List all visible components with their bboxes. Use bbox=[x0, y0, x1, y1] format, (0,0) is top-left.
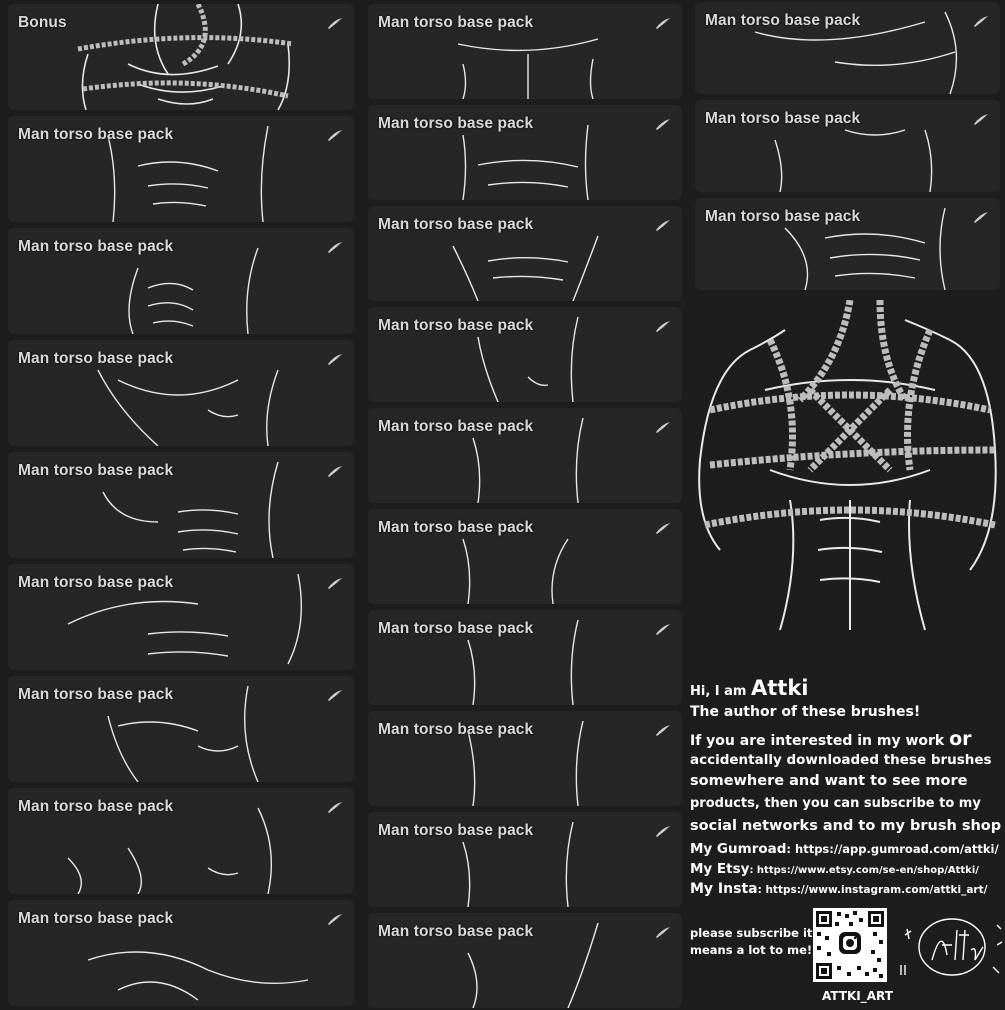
promo-panel bbox=[690, 300, 1005, 1010]
brush-card-title: Man torso base pack bbox=[705, 208, 861, 225]
brush-card[interactable] bbox=[368, 509, 682, 604]
promo-line-5: social networks and to my brush shop bbox=[690, 818, 1002, 834]
qr-code-label: ATTKI_ART bbox=[822, 989, 893, 1003]
brush-stroke-icon bbox=[326, 464, 344, 478]
brush-stroke-icon bbox=[654, 824, 672, 838]
brush-card-title: Man torso base pack bbox=[18, 686, 174, 703]
brush-stroke-icon bbox=[326, 688, 344, 702]
brush-card-bonus[interactable] bbox=[8, 4, 354, 110]
brush-card[interactable] bbox=[368, 206, 682, 301]
brush-card[interactable] bbox=[368, 408, 682, 503]
brush-card-title: Man torso base pack bbox=[378, 822, 534, 839]
brush-card-title: Man torso base pack bbox=[18, 574, 174, 591]
rope-torso-illustration bbox=[690, 300, 1005, 660]
brush-card[interactable] bbox=[8, 676, 354, 782]
promo-line-3: somewhere and want to see more bbox=[690, 773, 968, 789]
brush-stroke-icon bbox=[654, 319, 672, 333]
brush-card-title: Man torso base pack bbox=[378, 317, 534, 334]
brush-stroke-icon bbox=[326, 800, 344, 814]
brush-stroke-icon bbox=[326, 16, 344, 30]
brush-card[interactable] bbox=[368, 711, 682, 806]
promo-greeting bbox=[690, 676, 809, 700]
insta-line bbox=[690, 881, 987, 897]
etsy-link[interactable]: : https://www.etsy.com/se-en/shop/Attki/ bbox=[749, 865, 979, 876]
brush-stroke-icon bbox=[972, 210, 990, 224]
brush-stroke-icon bbox=[326, 240, 344, 254]
brush-stroke-icon bbox=[326, 912, 344, 926]
brush-card[interactable] bbox=[695, 100, 1000, 192]
gumroad-label: My Gumroad bbox=[690, 841, 787, 857]
brush-card[interactable] bbox=[8, 788, 354, 894]
brush-card-title: Man torso base pack bbox=[378, 418, 534, 435]
promo-line-2: accidentally downloaded these brushes bbox=[690, 752, 992, 768]
brush-stroke-icon bbox=[654, 622, 672, 636]
brush-card-title: Man torso base pack bbox=[378, 923, 534, 940]
brush-card-title: Bonus bbox=[18, 14, 67, 31]
brush-card-title: Man torso base pack bbox=[18, 126, 174, 143]
insta-link[interactable]: : https://www.instagram.com/attki_art/ bbox=[757, 884, 988, 896]
brush-card[interactable] bbox=[8, 900, 354, 1006]
brush-card[interactable] bbox=[695, 198, 1000, 290]
author-name: Attki bbox=[751, 676, 809, 700]
greeting-prefix: Hi, I am bbox=[690, 684, 747, 699]
brush-card-title: Man torso base pack bbox=[378, 216, 534, 233]
insta-label: My Insta bbox=[690, 881, 758, 897]
brush-stroke-icon bbox=[326, 128, 344, 142]
brush-card[interactable] bbox=[368, 4, 682, 99]
gumroad-line bbox=[690, 841, 999, 857]
brush-card-title: Man torso base pack bbox=[378, 115, 534, 132]
qr-code-icon[interactable] bbox=[813, 908, 887, 982]
brush-stroke-icon bbox=[654, 117, 672, 131]
promo-line-1 bbox=[690, 728, 972, 750]
promo-line-1-or: or bbox=[949, 728, 972, 750]
brush-stroke-icon bbox=[654, 420, 672, 434]
brush-stroke-icon bbox=[654, 925, 672, 939]
brush-card-title: Man torso base pack bbox=[705, 110, 861, 127]
brush-card-title: Man torso base pack bbox=[378, 620, 534, 637]
signature-image bbox=[897, 905, 1005, 995]
brush-stroke-icon bbox=[654, 16, 672, 30]
brush-card[interactable] bbox=[8, 116, 354, 222]
brush-card[interactable] bbox=[368, 610, 682, 705]
brush-stroke-icon bbox=[654, 723, 672, 737]
promo-line-4: products, then you can subscribe to my bbox=[690, 796, 981, 811]
promo-author-line: The author of these brushes! bbox=[690, 704, 921, 720]
brush-stroke-icon bbox=[654, 521, 672, 535]
brush-card[interactable] bbox=[8, 564, 354, 670]
brush-card-title: Man torso base pack bbox=[18, 910, 174, 927]
etsy-label: My Etsy bbox=[690, 861, 750, 877]
brush-card-title: Man torso base pack bbox=[18, 350, 174, 367]
subscribe-line-2: means a lot to me! bbox=[690, 943, 813, 957]
brush-stroke-icon bbox=[972, 14, 990, 28]
brush-card[interactable] bbox=[8, 228, 354, 334]
brush-stroke-icon bbox=[326, 352, 344, 366]
brush-stroke-icon bbox=[326, 576, 344, 590]
brush-card[interactable] bbox=[368, 913, 682, 1008]
brush-card-title: Man torso base pack bbox=[18, 462, 174, 479]
etsy-line bbox=[690, 861, 979, 877]
brush-card-title: Man torso base pack bbox=[18, 238, 174, 255]
promo-line-1-text: If you are interested in my work bbox=[690, 733, 945, 749]
brush-card[interactable] bbox=[368, 812, 682, 907]
brush-card-title: Man torso base pack bbox=[18, 798, 174, 815]
brush-card[interactable] bbox=[8, 452, 354, 558]
brush-stroke-icon bbox=[654, 218, 672, 232]
gumroad-link[interactable]: : https://app.gumroad.com/attki/ bbox=[786, 842, 999, 856]
brush-card[interactable] bbox=[695, 2, 1000, 94]
subscribe-line-1: please subscribe it bbox=[690, 926, 813, 940]
brush-card[interactable] bbox=[8, 340, 354, 446]
brush-card-title: Man torso base pack bbox=[378, 14, 534, 31]
brush-card[interactable] bbox=[368, 307, 682, 402]
brush-stroke-icon bbox=[972, 112, 990, 126]
brush-card-title: Man torso base pack bbox=[378, 721, 534, 738]
brush-card-title: Man torso base pack bbox=[378, 519, 534, 536]
brush-card-title: Man torso base pack bbox=[705, 12, 861, 29]
brush-card[interactable] bbox=[368, 105, 682, 200]
